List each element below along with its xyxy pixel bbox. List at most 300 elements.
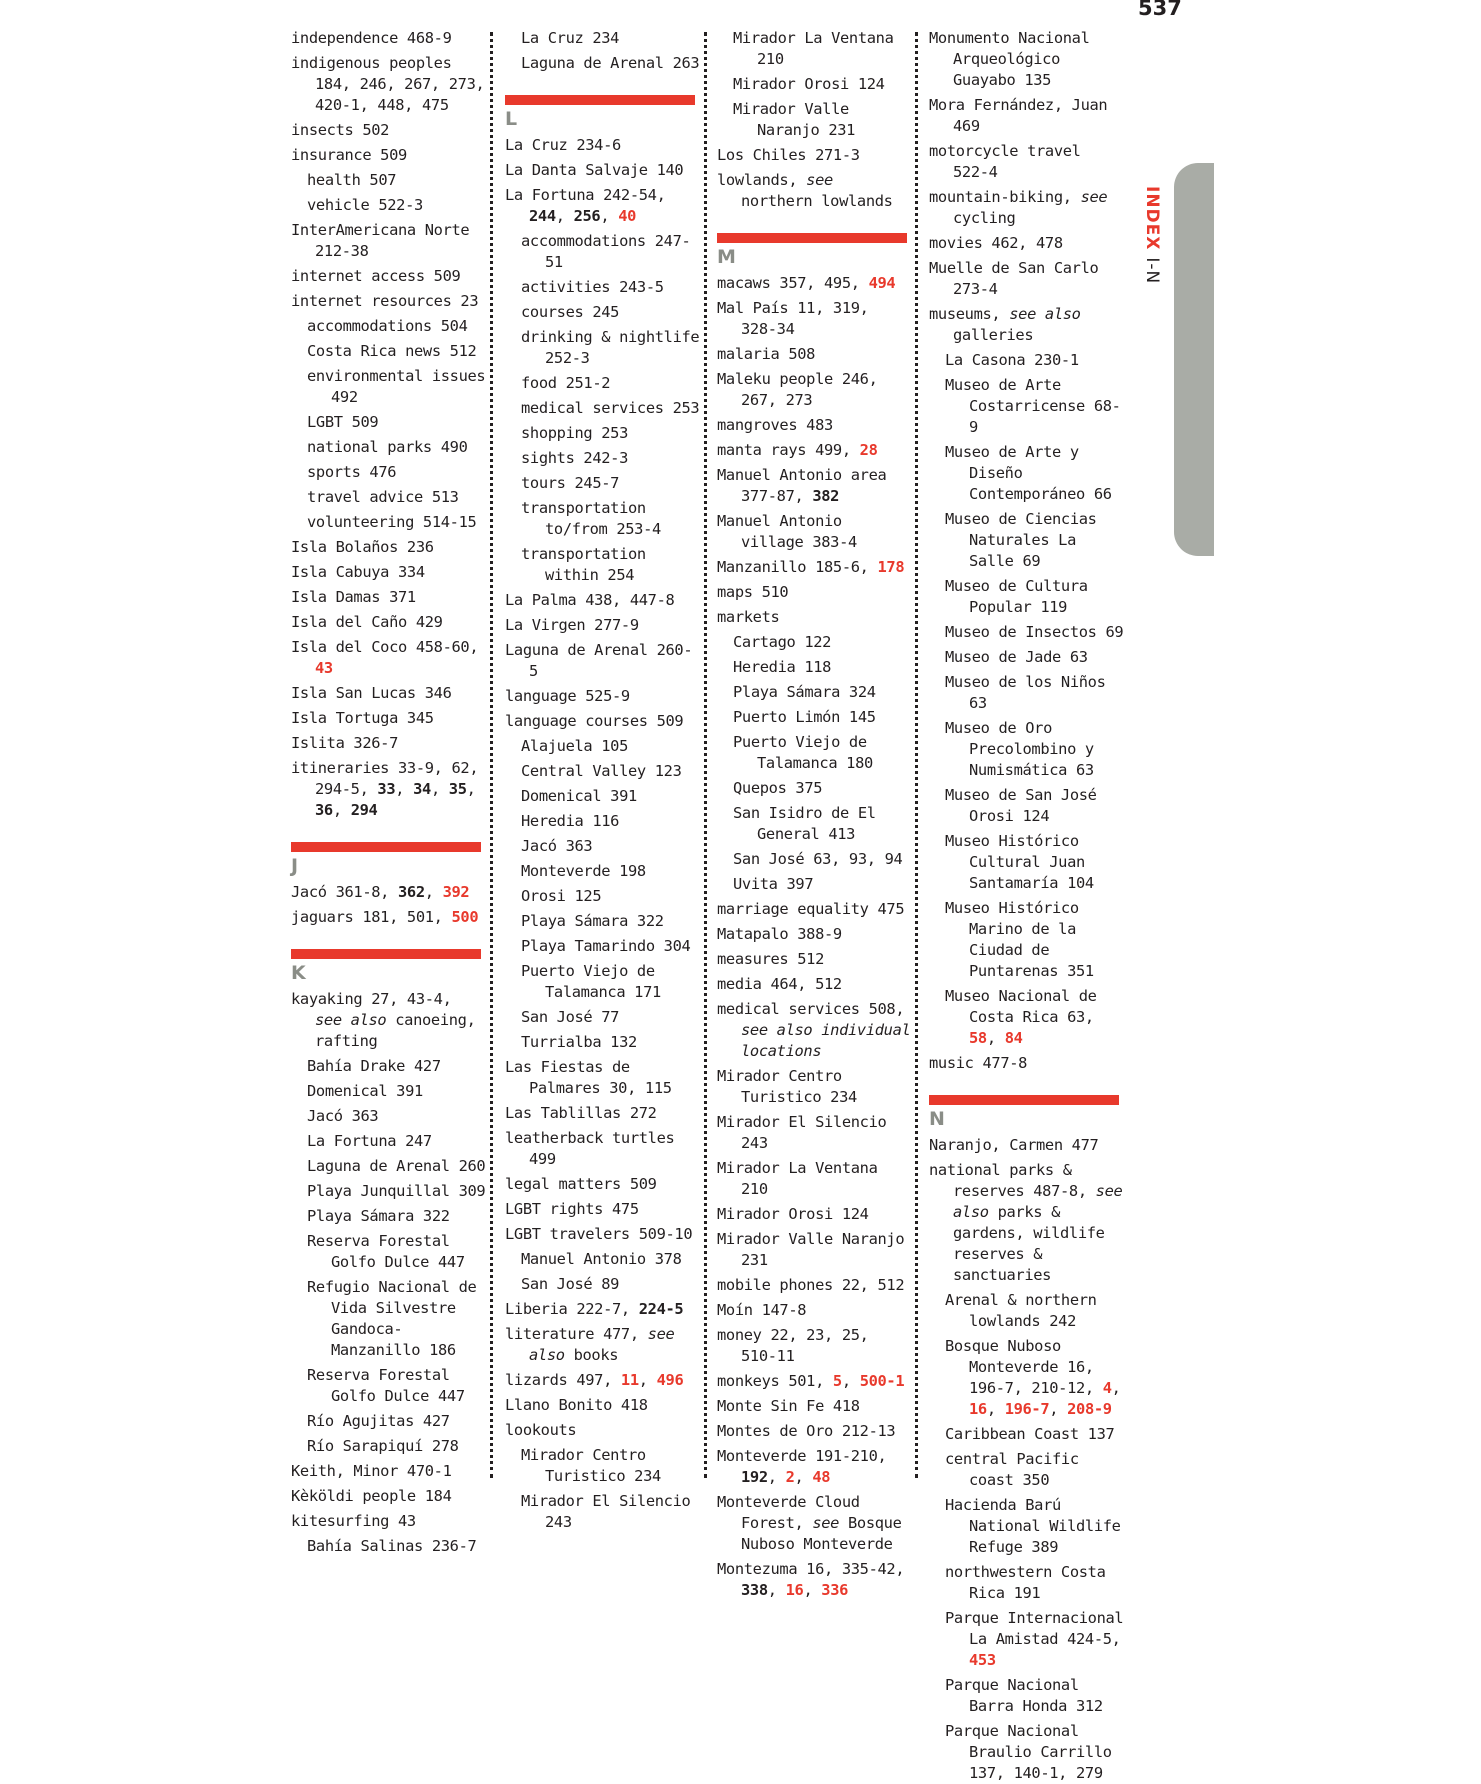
index-column-2 bbox=[505, 28, 701, 1533]
index-subentry bbox=[717, 874, 913, 895]
index-entry bbox=[291, 537, 487, 558]
index-subentry bbox=[505, 936, 701, 957]
index-entry bbox=[717, 273, 913, 294]
entry-text: northern lowlands bbox=[741, 192, 893, 210]
index-subentry bbox=[505, 398, 701, 419]
index-entry bbox=[717, 1229, 913, 1271]
entry-text: parks & gardens, wildlife reserves & sanctuaries bbox=[953, 1203, 1105, 1284]
index-entry bbox=[929, 1053, 1125, 1074]
index-entry bbox=[505, 135, 701, 156]
entry-text: San José 77 bbox=[521, 1008, 620, 1026]
index-entry bbox=[717, 511, 913, 553]
entry-text: national parks 490 bbox=[307, 438, 468, 456]
entry-text: museums, bbox=[929, 305, 1010, 323]
section-divider-bar bbox=[291, 949, 481, 959]
entry-text: transportation to/from 253-4 bbox=[521, 499, 661, 538]
index-entry bbox=[291, 587, 487, 608]
entry-text: internet resources 23 bbox=[291, 292, 479, 310]
index-subentry bbox=[505, 861, 701, 882]
index-entry bbox=[717, 1204, 913, 1225]
entry-text: movies 462, 478 bbox=[929, 234, 1063, 252]
entry-text: malaria 508 bbox=[717, 345, 816, 363]
index-entry bbox=[717, 1325, 913, 1367]
entry-text: Las Tablillas 272 bbox=[505, 1104, 657, 1122]
entry-text: Uvita 397 bbox=[733, 875, 814, 893]
entry-text: Llano Bonito 418 bbox=[505, 1396, 648, 1414]
map-page-ref: 40 bbox=[618, 207, 637, 225]
section-divider-bar bbox=[505, 95, 695, 105]
index-subentry bbox=[929, 1562, 1125, 1604]
entry-text: Mal País 11, 319, 328-34 bbox=[717, 299, 869, 338]
entry-text: national parks & reserves 487-8, bbox=[929, 1161, 1096, 1200]
index-subentry bbox=[291, 1206, 487, 1227]
index-entry bbox=[717, 1158, 913, 1200]
entry-text: music 477-8 bbox=[929, 1054, 1028, 1072]
entry-text: environmental issues 492 bbox=[307, 367, 486, 406]
map-page-ref: 208-9 bbox=[1067, 1400, 1112, 1418]
index-subentry bbox=[929, 672, 1125, 714]
index-entry bbox=[717, 170, 913, 212]
index-subentry bbox=[291, 1056, 487, 1077]
index-subentry bbox=[291, 462, 487, 483]
entry-text: Montezuma 16, 335-42, bbox=[717, 1560, 905, 1578]
entry-text: accommodations 247-51 bbox=[521, 232, 691, 271]
index-entry bbox=[291, 907, 487, 928]
index-subentry bbox=[291, 1106, 487, 1127]
map-page-ref: 28 bbox=[859, 441, 878, 459]
entry-text: Reserva Forestal Golfo Dulce 447 bbox=[307, 1366, 465, 1405]
index-subentry bbox=[929, 1675, 1125, 1717]
index-subentry bbox=[291, 1131, 487, 1152]
entry-text: itineraries 33-9, 62, 294-5, bbox=[291, 759, 479, 798]
entry-text: Río Agujitas 427 bbox=[307, 1412, 450, 1430]
entry-text: canoeing, rafting bbox=[315, 1011, 476, 1050]
index-subentry bbox=[291, 1436, 487, 1457]
entry-text: Playa Junquillal 309 bbox=[307, 1182, 486, 1200]
index-subentry bbox=[717, 707, 913, 728]
index-entry bbox=[505, 1224, 701, 1245]
letter-section-header bbox=[929, 1095, 1125, 1131]
entry-text: insurance 509 bbox=[291, 146, 407, 164]
entry-text: galleries bbox=[953, 326, 1034, 344]
entry-text: Jacó 363 bbox=[521, 837, 593, 855]
entry-text: transportation within 254 bbox=[521, 545, 646, 584]
column-divider bbox=[915, 32, 918, 1478]
index-subentry bbox=[505, 911, 701, 932]
entry-text: Puerto Limón 145 bbox=[733, 708, 876, 726]
index-subentry bbox=[291, 1365, 487, 1407]
index-entry bbox=[291, 28, 487, 49]
index-entry bbox=[717, 1559, 913, 1601]
cross-reference: see bbox=[1080, 188, 1108, 206]
section-letter: J bbox=[291, 855, 298, 877]
index-entry bbox=[717, 999, 913, 1062]
entry-text: San José 89 bbox=[521, 1275, 620, 1293]
section-divider-bar bbox=[717, 233, 907, 243]
map-page-ref: 2 bbox=[785, 1468, 795, 1486]
entry-text: drinking & nightlife 252-3 bbox=[521, 328, 700, 367]
entry-text: La Casona 230-1 bbox=[945, 351, 1079, 369]
entry-text: La Fortuna 242-54, bbox=[505, 186, 666, 204]
index-subentry bbox=[717, 632, 913, 653]
index-subentry bbox=[929, 718, 1125, 781]
entry-text: Isla Bolaños 236 bbox=[291, 538, 434, 556]
entry-text: Kèköldi people 184 bbox=[291, 1487, 452, 1505]
entry-text: , bbox=[430, 780, 449, 798]
entry-text: , bbox=[555, 207, 574, 225]
entry-text: Río Sarapiquí 278 bbox=[307, 1437, 459, 1455]
entry-text: Museo Histórico Marino de la Ciudad de Puntarenas 351 bbox=[945, 899, 1094, 980]
entry-text: travel advice 513 bbox=[307, 488, 459, 506]
entry-text: leatherback turtles 499 bbox=[505, 1129, 675, 1168]
page-number: 537 bbox=[1138, 0, 1182, 20]
section-letter: N bbox=[929, 1108, 945, 1130]
entry-text: La Palma 438, 447-8 bbox=[505, 591, 675, 609]
entry-text: books bbox=[564, 1346, 619, 1364]
index-entry bbox=[717, 465, 913, 507]
index-subentry bbox=[717, 28, 913, 70]
index-entry bbox=[717, 344, 913, 365]
index-entry bbox=[505, 160, 701, 181]
entry-text: markets bbox=[717, 608, 780, 626]
entry-text: lookouts bbox=[505, 1421, 577, 1439]
entry-text: indigenous peoples 184, 246, 267, 273, 420-1, 448, 475 bbox=[291, 54, 485, 114]
entry-text: Las Fiestas de Palmares 30, 115 bbox=[505, 1058, 672, 1097]
index-entry bbox=[717, 924, 913, 945]
entry-text: Parque Internacional La Amistad 424-5, bbox=[945, 1609, 1124, 1648]
entry-text: Caribbean Coast 137 bbox=[945, 1425, 1115, 1443]
index-subentry bbox=[929, 375, 1125, 438]
index-subentry bbox=[505, 53, 701, 74]
index-entry bbox=[505, 185, 701, 227]
index-subentry bbox=[505, 498, 701, 540]
index-entry bbox=[291, 683, 487, 704]
letter-section-header bbox=[505, 95, 701, 131]
map-page-ref: 336 bbox=[821, 1581, 849, 1599]
entry-text: Manzanillo 185-6, bbox=[717, 558, 878, 576]
entry-text: Refugio Nacional de Vida Silvestre Gandoca-Manzanillo 186 bbox=[307, 1278, 477, 1359]
map-page-ref: 5 bbox=[832, 1372, 842, 1390]
entry-text: Museo Histórico Cultural Juan Santamaría 104 bbox=[945, 832, 1094, 892]
index-entry bbox=[929, 233, 1125, 254]
index-subentry bbox=[929, 1336, 1125, 1420]
index-subentry bbox=[717, 803, 913, 845]
index-entry bbox=[717, 415, 913, 436]
entry-text: Isla Tortuga 345 bbox=[291, 709, 434, 727]
index-subentry bbox=[291, 412, 487, 433]
entry-text: Laguna de Arenal 260 bbox=[307, 1157, 486, 1175]
index-entry bbox=[505, 1199, 701, 1220]
index-subentry bbox=[505, 448, 701, 469]
index-entry bbox=[291, 612, 487, 633]
entry-text: Puerto Viejo de Talamanca 171 bbox=[521, 962, 661, 1001]
index-entry bbox=[717, 557, 913, 578]
map-page-ref: 392 bbox=[442, 883, 470, 901]
entry-text: San José 63, 93, 94 bbox=[733, 850, 903, 868]
index-side-tab bbox=[1174, 163, 1214, 556]
index-range: I-N bbox=[1142, 257, 1162, 285]
index-entry bbox=[291, 1486, 487, 1507]
index-subentry bbox=[291, 1277, 487, 1361]
entry-text: Museo de Arte y Diseño Contemporáneo 66 bbox=[945, 443, 1112, 503]
entry-text: insects 502 bbox=[291, 121, 390, 139]
index-entry bbox=[291, 708, 487, 729]
entry-text: Los Chiles 271-3 bbox=[717, 146, 860, 164]
index-subentry bbox=[929, 898, 1125, 982]
map-page-ref-bold: 35 bbox=[448, 780, 467, 798]
entry-text: Museo de Cultura Popular 119 bbox=[945, 577, 1088, 616]
index-subentry bbox=[505, 544, 701, 586]
index-subentry bbox=[929, 576, 1125, 618]
index-subentry bbox=[717, 849, 913, 870]
entry-text: Bahía Salinas 236-7 bbox=[307, 1537, 477, 1555]
index-subentry bbox=[505, 373, 701, 394]
index-entry bbox=[717, 974, 913, 995]
entry-text: media 464, 512 bbox=[717, 975, 842, 993]
index-entry bbox=[505, 640, 701, 682]
entry-text: Jacó 361-8, bbox=[291, 883, 398, 901]
index-entry bbox=[717, 1275, 913, 1296]
entry-text: Monteverde 198 bbox=[521, 862, 646, 880]
entry-text: San Isidro de El General 413 bbox=[733, 804, 876, 843]
index-subentry bbox=[505, 761, 701, 782]
entry-text: Islita 326-7 bbox=[291, 734, 398, 752]
entry-text: Playa Sámara 322 bbox=[521, 912, 664, 930]
index-subentry bbox=[717, 74, 913, 95]
map-page-ref: 84 bbox=[1004, 1029, 1023, 1047]
index-subentry bbox=[505, 327, 701, 369]
entry-text: Museo de Jade 63 bbox=[945, 648, 1088, 666]
index-entry bbox=[929, 28, 1125, 91]
index-subentry bbox=[929, 831, 1125, 894]
entry-text: LGBT rights 475 bbox=[505, 1200, 639, 1218]
map-page-ref: 16 bbox=[785, 1581, 804, 1599]
entry-text: volunteering 514-15 bbox=[307, 513, 477, 531]
entry-text: Museo de Ciencias Naturales La Salle 69 bbox=[945, 510, 1097, 570]
index-entry bbox=[505, 1174, 701, 1195]
index-entry bbox=[717, 1300, 913, 1321]
section-letter: K bbox=[291, 962, 306, 984]
index-subentry bbox=[929, 1721, 1125, 1784]
cross-reference: see also bbox=[953, 1182, 1123, 1221]
entry-text: maps 510 bbox=[717, 583, 789, 601]
index-entry bbox=[717, 298, 913, 340]
cross-reference: see also individual locations bbox=[741, 1021, 911, 1060]
index-column-3 bbox=[717, 28, 913, 1601]
entry-text: Museo de Insectos 69 bbox=[945, 623, 1124, 641]
entry-text: internet access 509 bbox=[291, 267, 461, 285]
index-subentry bbox=[505, 736, 701, 757]
index-subentry bbox=[291, 487, 487, 508]
index-entry bbox=[717, 369, 913, 411]
index-entry bbox=[291, 882, 487, 903]
entry-text: Museo Nacional de Costa Rica 63, bbox=[945, 987, 1097, 1026]
entry-text: courses 245 bbox=[521, 303, 620, 321]
entry-text: , bbox=[986, 1029, 1005, 1047]
entry-text: Reserva Forestal Golfo Dulce 447 bbox=[307, 1232, 465, 1271]
entry-text: macaws 357, 495, bbox=[717, 274, 869, 292]
index-label: INDEX bbox=[1142, 186, 1162, 251]
entry-text: Heredia 116 bbox=[521, 812, 620, 830]
index-entry bbox=[291, 220, 487, 262]
entry-text: medical services 253 bbox=[521, 399, 700, 417]
map-page-ref: 11 bbox=[620, 1371, 639, 1389]
entry-text: Laguna de Arenal 260-5 bbox=[505, 641, 693, 680]
index-subentry bbox=[929, 350, 1125, 371]
entry-text: Montes de Oro 212-13 bbox=[717, 1422, 896, 1440]
index-subentry bbox=[505, 277, 701, 298]
section-divider-bar bbox=[291, 842, 481, 852]
index-subentry bbox=[291, 437, 487, 458]
index-subentry bbox=[717, 732, 913, 774]
entry-text: La Danta Salvaje 140 bbox=[505, 161, 684, 179]
map-page-ref: 494 bbox=[868, 274, 896, 292]
index-subentry bbox=[929, 622, 1125, 643]
entry-text: Parque Nacional Barra Honda 312 bbox=[945, 1676, 1103, 1715]
index-subentry bbox=[929, 1424, 1125, 1445]
entry-text: mountain-biking, bbox=[929, 188, 1081, 206]
map-page-ref-bold: 362 bbox=[398, 883, 425, 901]
map-page-ref-bold: 338 bbox=[741, 1581, 768, 1599]
index-entry bbox=[929, 258, 1125, 300]
section-letter: M bbox=[717, 246, 736, 268]
map-page-ref: 16 bbox=[969, 1400, 987, 1418]
index-entry bbox=[291, 120, 487, 141]
entry-text: Bosque Nuboso Monteverde 16, 196-7, 210-12, bbox=[945, 1337, 1103, 1397]
entry-text: Naranjo, Carmen 477 bbox=[929, 1136, 1099, 1154]
entry-text: , bbox=[395, 780, 414, 798]
entry-text: Moín 147-8 bbox=[717, 1301, 807, 1319]
entry-text: Jacó 363 bbox=[307, 1107, 379, 1125]
index-subentry bbox=[291, 366, 487, 408]
index-entry bbox=[505, 1103, 701, 1124]
entry-text: accommodations 504 bbox=[307, 317, 468, 335]
cross-reference: see also bbox=[529, 1325, 675, 1364]
entry-text: Parque Nacional Braulio Carrillo 137, 140-1, 279 bbox=[945, 1722, 1112, 1782]
index-entry bbox=[717, 1492, 913, 1555]
entry-text: , bbox=[332, 801, 351, 819]
entry-text: measures 512 bbox=[717, 950, 824, 968]
entry-text: Mirador La Ventana 210 bbox=[717, 1159, 878, 1198]
entry-text: Puerto Viejo de Talamanca 180 bbox=[733, 733, 873, 772]
entry-text: Maleku people 246, 267, 273 bbox=[717, 370, 878, 409]
entry-text: medical services 508, bbox=[717, 1000, 905, 1018]
entry-text: , bbox=[794, 1468, 813, 1486]
entry-text: Muelle de San Carlo 273-4 bbox=[929, 259, 1099, 298]
map-page-ref-bold: 192 bbox=[741, 1468, 768, 1486]
entry-text: Mirador El Silencio 243 bbox=[717, 1113, 887, 1152]
section-divider-bar bbox=[929, 1095, 1119, 1105]
map-page-ref: 178 bbox=[877, 558, 905, 576]
entry-text: Turrialba 132 bbox=[521, 1033, 637, 1051]
map-page-ref-bold: 294 bbox=[350, 801, 378, 819]
index-entry bbox=[291, 637, 487, 679]
entry-text: La Virgen 277-9 bbox=[505, 616, 639, 634]
map-page-ref-bold: 34 bbox=[413, 780, 431, 798]
column-divider bbox=[490, 32, 493, 1478]
cross-reference: see also bbox=[315, 1011, 387, 1029]
index-subentry bbox=[717, 682, 913, 703]
index-entry bbox=[505, 686, 701, 707]
entry-text: , bbox=[600, 207, 619, 225]
entry-text: Museo de Oro Precolombino y Numismática 63 bbox=[945, 719, 1094, 779]
index-subentry bbox=[291, 1411, 487, 1432]
index-entry bbox=[505, 615, 701, 636]
entry-text: tours 245-7 bbox=[521, 474, 620, 492]
entry-text: Bosque Nuboso Monteverde bbox=[741, 1514, 902, 1553]
index-entry bbox=[291, 733, 487, 754]
index-entry bbox=[717, 1396, 913, 1417]
index-subentry bbox=[291, 512, 487, 533]
index-subentry bbox=[505, 302, 701, 323]
map-page-ref: 496 bbox=[656, 1371, 684, 1389]
entry-text: Museo de Arte Costarricense 68-9 bbox=[945, 376, 1121, 436]
index-entry bbox=[717, 1066, 913, 1108]
index-subentry bbox=[717, 657, 913, 678]
entry-text: Isla del Caño 429 bbox=[291, 613, 443, 631]
index-entry bbox=[505, 1057, 701, 1099]
entry-text: kitesurfing 43 bbox=[291, 1512, 416, 1530]
index-entry bbox=[717, 440, 913, 461]
entry-text: legal matters 509 bbox=[505, 1175, 657, 1193]
index-entry bbox=[291, 266, 487, 287]
entry-text: La Cruz 234 bbox=[521, 29, 620, 47]
index-entry bbox=[505, 1395, 701, 1416]
entry-text: food 251-2 bbox=[521, 374, 611, 392]
entry-text: Costa Rica news 512 bbox=[307, 342, 477, 360]
entry-text: central Pacific coast 350 bbox=[945, 1450, 1079, 1489]
entry-text: Mirador Orosi 124 bbox=[717, 1205, 869, 1223]
letter-section-header bbox=[291, 842, 487, 878]
entry-text: , bbox=[1111, 1379, 1121, 1397]
entry-text: Mirador El Silencio 243 bbox=[521, 1492, 691, 1531]
index-entry bbox=[929, 187, 1125, 229]
index-subentry bbox=[291, 316, 487, 337]
index-column-1 bbox=[291, 28, 487, 1557]
entry-text: activities 243-5 bbox=[521, 278, 664, 296]
index-subentry bbox=[929, 1608, 1125, 1671]
entry-text: Central Valley 123 bbox=[521, 762, 682, 780]
index-entry bbox=[291, 758, 487, 821]
entry-text: Monte Sin Fe 418 bbox=[717, 1397, 860, 1415]
index-subentry bbox=[505, 1249, 701, 1270]
index-subentry bbox=[505, 231, 701, 273]
entry-text: Mirador Centro Turistico 234 bbox=[521, 1446, 661, 1485]
index-subentry bbox=[291, 341, 487, 362]
entry-text: Quepos 375 bbox=[733, 779, 823, 797]
entry-text: manta rays 499, bbox=[717, 441, 860, 459]
entry-text: health 507 bbox=[307, 171, 397, 189]
entry-text: LGBT travelers 509-10 bbox=[505, 1225, 693, 1243]
index-entry bbox=[505, 1128, 701, 1170]
entry-text: money 22, 23, 25, 510-11 bbox=[717, 1326, 869, 1365]
entry-text: Matapalo 388-9 bbox=[717, 925, 842, 943]
index-subentry bbox=[717, 99, 913, 141]
index-subentry bbox=[929, 1449, 1125, 1491]
entry-text: La Cruz 234-6 bbox=[505, 136, 621, 154]
index-subentry bbox=[505, 886, 701, 907]
entry-text: Mirador Centro Turistico 234 bbox=[717, 1067, 857, 1106]
index-entry bbox=[291, 562, 487, 583]
entry-text: Mirador Valle Naranjo 231 bbox=[733, 100, 856, 139]
index-entry bbox=[505, 1324, 701, 1366]
entry-text: Museo de San José Orosi 124 bbox=[945, 786, 1097, 825]
entry-text: Hacienda Barú National Wildlife Refuge 389 bbox=[945, 1496, 1121, 1556]
map-page-ref-bold: 256 bbox=[573, 207, 601, 225]
entry-text: , bbox=[803, 1581, 822, 1599]
entry-text: shopping 253 bbox=[521, 424, 628, 442]
entry-text: jaguars 181, 501, bbox=[291, 908, 452, 926]
